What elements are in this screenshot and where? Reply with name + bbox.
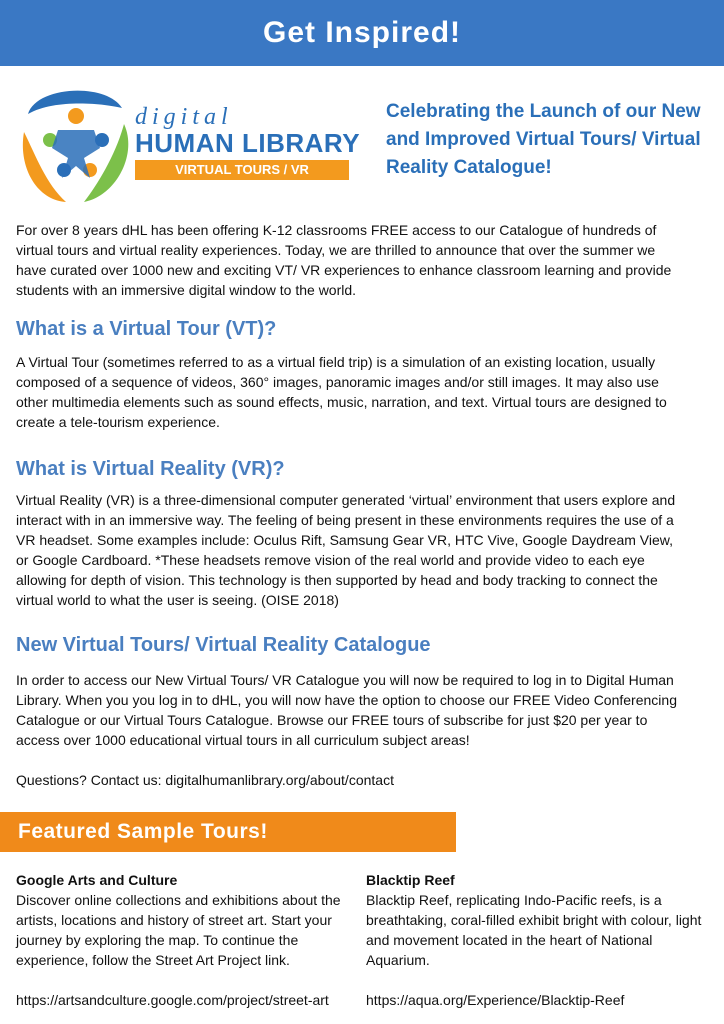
- virtual-reality-paragraph: Virtual Reality (VR) is a three-dimensional computer generated ‘virtual’ environment that users explore and interact with in an immersive way. The feeling of being present in these environments requires the use of a VR headset. Some examples include: Oculus Rift, Samsung Gear VR, HTC Vive, Google Daydream View, or Google Cardboard. *These headsets remove vision of the real world and provide video to each eye allowing for depth of vision. This technology is then supported by head and body tracking to connect the virtual world to what the user is seeing. (OISE 2018): [16, 492, 676, 608]
- featured-tours-banner: [0, 812, 456, 852]
- tour-link[interactable]: https://aqua.org/Experience/Blacktip-Reef: [366, 992, 625, 1008]
- tour-title: Blacktip Reef: [366, 872, 455, 888]
- tour-link[interactable]: https://artsandculture.google.com/project/street-art: [16, 992, 329, 1008]
- tour-title: Google Arts and Culture: [16, 872, 178, 888]
- contact-line: Questions? Contact us: digitalhumanlibrary.org/about/contact: [16, 772, 394, 788]
- page-title: Get Inspired!: [262, 16, 462, 49]
- tour-description: Blacktip Reef, replicating Indo-Pacific reefs, is a breathtaking, coral-filled exhibit bright with colour, light and movement located in the heart of National Aquarium.: [366, 892, 702, 968]
- heading-new-catalogue: New Virtual Tours/ Virtual Reality Catalogue: [16, 634, 431, 656]
- logo-text-human-library: HUMAN LIBRARY: [135, 128, 361, 158]
- tour-card-google-arts: [16, 870, 356, 1008]
- heading-virtual-reality: What is Virtual Reality (VR)?: [16, 458, 285, 480]
- page-header: [0, 0, 724, 66]
- virtual-tour-paragraph: A Virtual Tour (sometimes referred to as a virtual field trip) is a simulation of an existing location, usually composed of a sequence of videos, 360° images, panoramic images and/or still images. It may also use other multimedia elements such as sound effects, music, narration, and text. Virtual tours are designed to create a tele-tourism experience.: [16, 354, 667, 430]
- heading-virtual-tour: What is a Virtual Tour (VT)?: [16, 318, 277, 340]
- tour-card-blacktip-reef: [366, 870, 706, 1008]
- featured-tours-title: Featured Sample Tours!: [18, 820, 268, 843]
- intro-paragraph: For over 8 years dHL has been offering K-12 classrooms FREE access to our Catalogue of hundreds of virtual tours and virtual reality experiences. Today, we are thrilled to announce that over the summer we have curated over 1000 new and exciting VT/ VR experiences to enhance classroom learning and provide students with an immersive digital window to the world.: [16, 222, 672, 298]
- tour-description: Discover online collections and exhibitions about the artists, locations and history of street art. Start your journey by exploring the map. To continue the experience, follow the Street Art Project link.: [16, 892, 341, 968]
- logo-band: VIRTUAL TOURS / VR CATALOGUE: [135, 160, 349, 180]
- new-catalogue-paragraph: In order to access our New Virtual Tours/ VR Catalogue you will now be required to log in to Digital Human Library. When you you log in to dHL, you will now have the option to choose our FREE Video Conferencing Catalogue or our Virtual Tours Catalogue. Browse our FREE tours of subscribe for just $20 per year to access over 1000 educational virtual tours in all curriculum subject areas!: [16, 672, 677, 748]
- logo-text-digital: digital: [135, 104, 233, 130]
- launch-tagline: Celebrating the Launch of our New and Improved Virtual Tours/ Virtual Reality Catalogue!: [386, 101, 701, 178]
